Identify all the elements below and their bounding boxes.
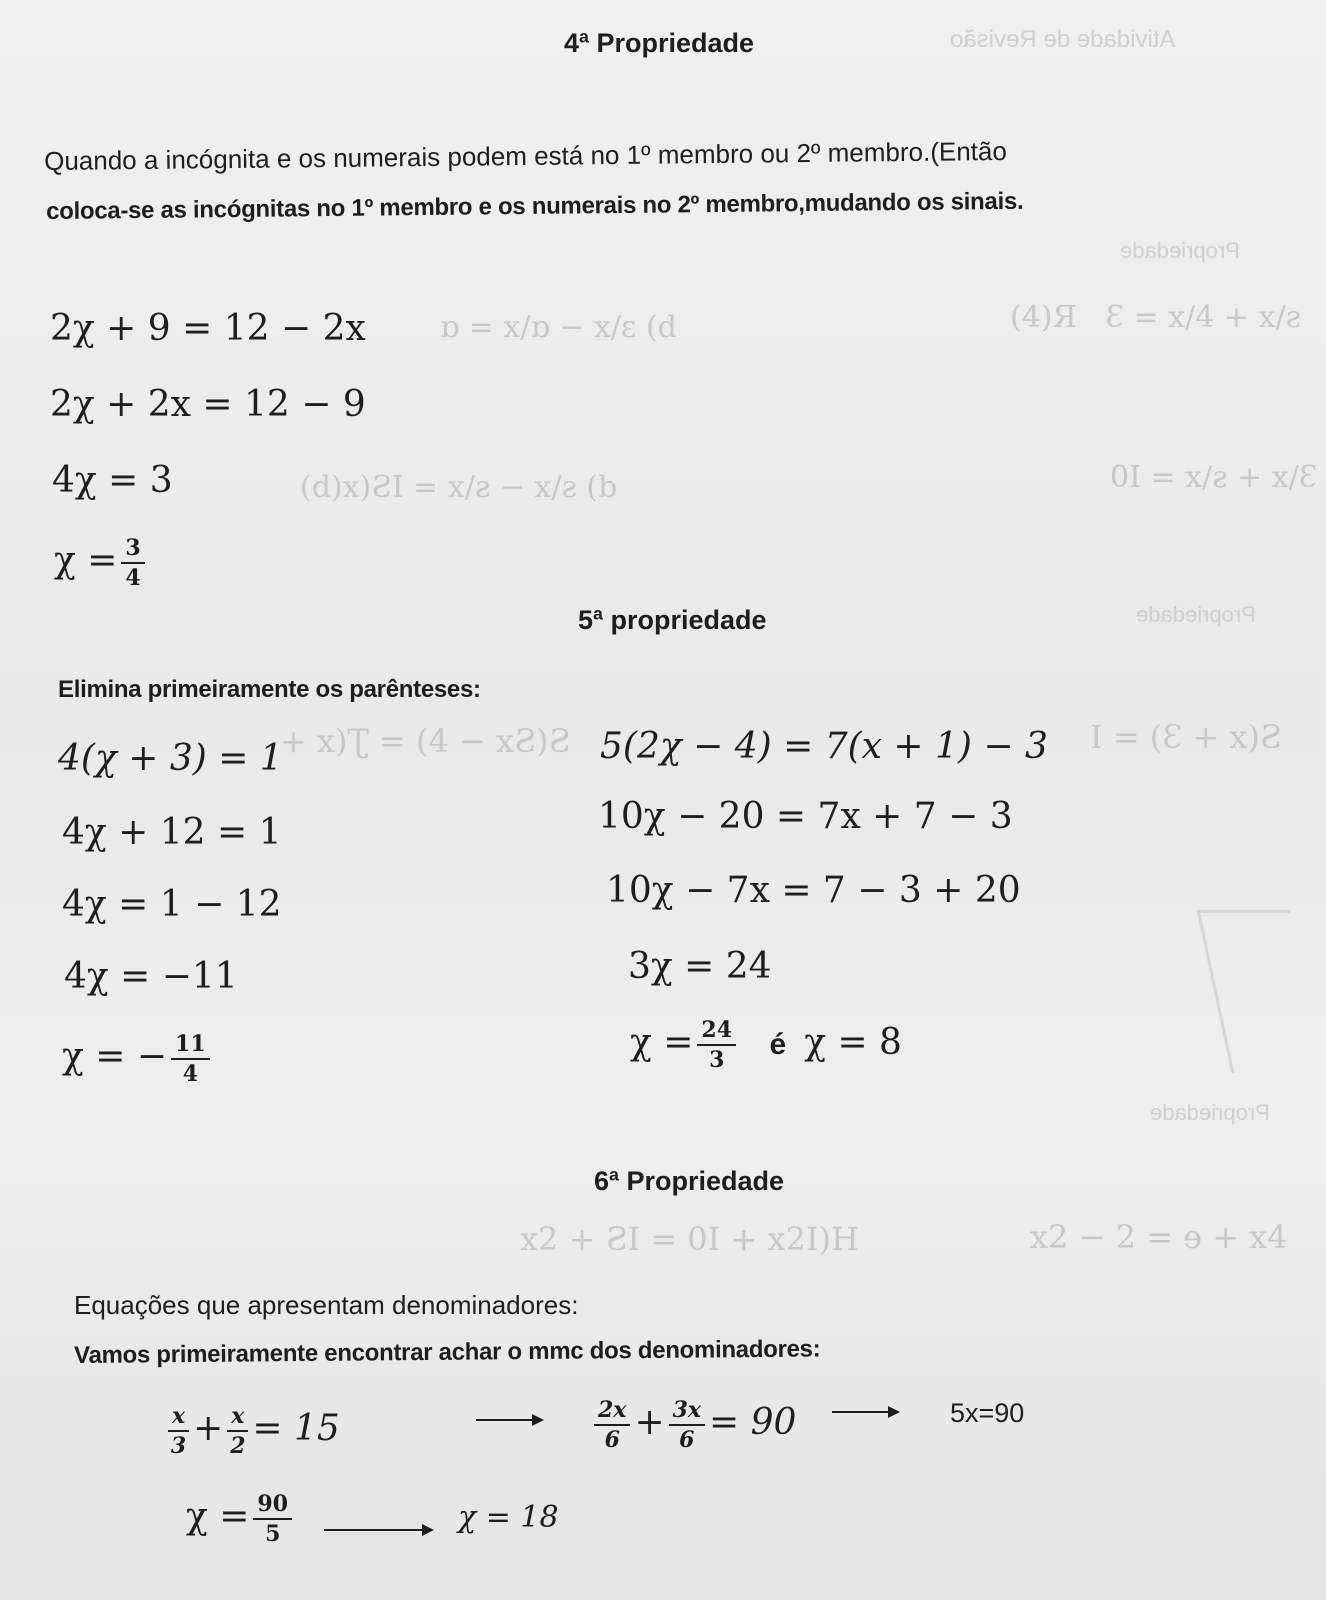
show-through-marks-7: x2 + ƧI = 0I + x2I)H bbox=[520, 1220, 859, 1258]
section-6-equation-3 bbox=[186, 1490, 296, 1548]
fraction bbox=[669, 1396, 705, 1454]
fraction-denominator: 3 bbox=[170, 1433, 187, 1459]
fraction bbox=[253, 1490, 292, 1548]
fraction bbox=[168, 1402, 189, 1460]
fraction bbox=[121, 534, 144, 592]
fraction-numerator: 11 bbox=[171, 1030, 210, 1060]
fraction-numerator: 3x bbox=[669, 1396, 705, 1426]
fraction bbox=[697, 1016, 736, 1074]
fraction-denominator: 4 bbox=[182, 1061, 198, 1087]
fraction-numerator: 3 bbox=[121, 534, 144, 564]
final-lhs: χ = bbox=[186, 1496, 250, 1537]
section-6-equation-1 bbox=[164, 1402, 340, 1460]
section-5-right-equation-3: 10χ − 7x = 7 − 3 + 20 bbox=[606, 870, 1021, 911]
section-4-title: 4ª Propriedade bbox=[564, 28, 755, 58]
fraction-denominator: 4 bbox=[125, 565, 141, 591]
fraction bbox=[594, 1396, 630, 1454]
section-6-title: 6ª Propriedade bbox=[594, 1166, 785, 1196]
fraction-denominator: 6 bbox=[679, 1427, 695, 1453]
section-5-right-equation-1: 5(2χ − 4) = 7(x + 1) − 3 bbox=[600, 726, 1048, 767]
section-5-right-equation-2: 10χ − 20 = 7x + 7 − 3 bbox=[598, 796, 1013, 837]
eq5-conjunction: é bbox=[769, 1028, 787, 1061]
section-4-equation-1: 2χ + 9 = 12 − 2x bbox=[50, 308, 366, 349]
show-through-frame bbox=[1197, 910, 1325, 1073]
section-6-equation-2 bbox=[590, 1396, 796, 1454]
arrow-right-icon bbox=[476, 1410, 546, 1430]
fraction bbox=[171, 1030, 210, 1088]
section-6-result: 5x=90 bbox=[950, 1398, 1025, 1428]
eq5-lhs: χ = − bbox=[62, 1036, 168, 1077]
fraction-numerator: 24 bbox=[697, 1016, 736, 1046]
fraction-numerator: x bbox=[168, 1402, 189, 1432]
equation-rhs: = 90 bbox=[709, 1402, 797, 1443]
show-through-marks-1: ɒ = x/ɒ − x/ɛ (d bbox=[440, 310, 677, 345]
section-5-intro: Elimina primeiramente os parênteses: bbox=[58, 676, 481, 703]
show-through-prop-c: Propriedade bbox=[1150, 1100, 1270, 1125]
section-6-text-line2: Vamos primeiramente encontrar achar o mmc dos denominadores: bbox=[74, 1335, 821, 1369]
eq5-lhs: χ = bbox=[630, 1022, 694, 1063]
section-4-text-line1: Quando a incógnita e os numerais podem está no 1º membro ou 2º membro.(Então bbox=[44, 135, 1008, 176]
section-4-equation-3: 4χ = 3 bbox=[52, 460, 173, 501]
section-5-left-equation-2: 4χ + 12 = 1 bbox=[62, 812, 282, 853]
eq5-rhs: χ = 8 bbox=[804, 1022, 902, 1063]
show-through-marks-6: I = (Ɛ + x)Ƨ bbox=[1090, 718, 1282, 756]
section-5-left-equation-3: 4χ = 1 − 12 bbox=[62, 884, 282, 925]
show-through-marks-8: x2 − 2 = ɘ + x4 bbox=[1030, 1218, 1288, 1256]
show-through-prop-a: Propriedade bbox=[1120, 238, 1240, 263]
fraction-denominator: 2 bbox=[230, 1433, 246, 1459]
show-through-marks-5: + x)Ʈ = (4 − xƧ)Ƨ bbox=[280, 722, 571, 760]
show-through-marks-2: (4)Я Ɛ = x/4 + x/ƨ bbox=[1010, 300, 1301, 335]
show-through-marks-3: (d)x)ƧI = x/ƨ − x/ƨ (b bbox=[300, 470, 618, 505]
equation-rhs: = 15 bbox=[252, 1408, 340, 1449]
show-through-header: Atividade de Revisão bbox=[950, 26, 1176, 53]
arrow-right-icon bbox=[832, 1402, 902, 1422]
section-4-text-line2: coloca-se as incógnitas no 1º membro e os numerais no 2º membro,mudando os sinais. bbox=[46, 187, 1024, 225]
section-5-title: 5ª propriedade bbox=[578, 605, 767, 635]
show-through-prop-b: Propriedade bbox=[1136, 602, 1256, 627]
section-4-equation-2: 2χ + 2x = 12 − 9 bbox=[50, 384, 366, 425]
section-5-right-equation-4: 3χ = 24 bbox=[628, 946, 772, 987]
section-6-text-line1: Equações que apresentam denominadores: bbox=[74, 1290, 579, 1320]
fraction-numerator: 2x bbox=[594, 1396, 630, 1426]
fraction-denominator: 5 bbox=[265, 1521, 281, 1547]
eq4-lhs: χ = bbox=[54, 540, 118, 581]
section-5-left-equation-1: 4(χ + 3) = 1 bbox=[58, 738, 283, 779]
fraction bbox=[227, 1402, 248, 1460]
fraction-numerator: x bbox=[227, 1402, 248, 1432]
section-5-right-equation-5 bbox=[630, 1016, 902, 1074]
fraction-denominator: 3 bbox=[709, 1047, 725, 1073]
show-through-marks-4: 0I = x/ƨ + x/Ɛ bbox=[1110, 460, 1318, 495]
fraction-numerator: 90 bbox=[253, 1490, 292, 1520]
plus-sign: + bbox=[193, 1408, 224, 1449]
section-4-equation-4 bbox=[54, 534, 149, 592]
plus-sign: + bbox=[634, 1402, 665, 1443]
section-5-left-equation-5 bbox=[62, 1030, 214, 1088]
arrow-right-icon bbox=[324, 1520, 436, 1540]
section-5-left-equation-4: 4χ = −11 bbox=[64, 956, 238, 997]
fraction-denominator: 6 bbox=[604, 1427, 620, 1453]
section-6-final-result: χ = 18 bbox=[458, 1500, 559, 1535]
